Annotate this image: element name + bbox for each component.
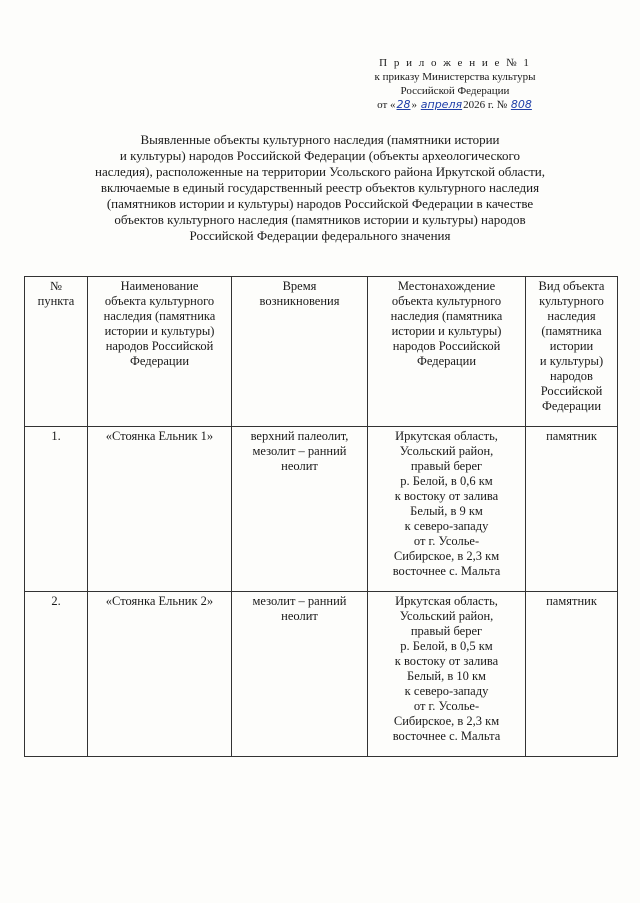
cell-text: наследия (памятника (103, 309, 216, 323)
appendix-ministry: Российской Федерации (400, 85, 510, 97)
heritage-table (24, 276, 618, 757)
cell-text: р. Белой, в 0,5 км (400, 639, 493, 653)
cell-text: к северо-западу (404, 519, 489, 533)
cell-text: объекта культурного (104, 294, 215, 308)
cell-text: Российской (540, 384, 603, 398)
cell-text: Вид объекта (538, 279, 605, 293)
cell-text: от г. Усолье- (413, 699, 480, 713)
cell-text: памятник (546, 594, 597, 608)
handwritten-day: 28 (396, 98, 411, 111)
cell-text: № (50, 279, 62, 293)
cell-text: народов (550, 369, 593, 383)
title-line: наследия), расположенные на территории Усольского района Иркутской области, (94, 164, 545, 179)
cell-text: Белый, в 9 км (410, 504, 483, 518)
cell-text: Время (282, 279, 317, 293)
cell-text: Сибирское, в 2,3 км (393, 549, 500, 563)
cell-text: наследия (547, 309, 596, 323)
date-prefix: от « (377, 99, 396, 111)
table-header-row (25, 277, 618, 427)
cell-name (88, 592, 232, 757)
appendix-date-line (330, 98, 580, 112)
handwritten-number: 808 (510, 98, 532, 111)
table-row (25, 592, 618, 757)
cell-text: Наименование (120, 279, 199, 293)
title-line: и культуры) народов Российской Федерации (объекты археологического (119, 148, 521, 163)
cell-text: к востоку от залива (394, 489, 499, 503)
cell-text: к северо-западу (404, 684, 489, 698)
cell-name (88, 427, 232, 592)
cell-type (526, 592, 618, 757)
cell-period (232, 592, 368, 757)
document-title (70, 132, 570, 244)
cell-text: восточнее с. Мальта (392, 729, 501, 743)
header-location (368, 277, 526, 427)
title-line: (памятников истории и культуры) народов Российской Федерации в качестве (106, 196, 534, 211)
cell-text: объекта культурного (391, 294, 502, 308)
date-mid: » (411, 99, 418, 111)
cell-period (232, 427, 368, 592)
cell-text: правый берег (410, 624, 483, 638)
cell-text: истории и культуры) (104, 324, 215, 338)
cell-text: Усольский район, (399, 609, 494, 623)
cell-text: народов Российской (105, 339, 214, 353)
table-row (25, 427, 618, 592)
appendix-order-ref: к приказу Министерства культуры (374, 71, 536, 83)
cell-text: р. Белой, в 0,6 км (400, 474, 493, 488)
cell-text: к востоку от залива (394, 654, 499, 668)
cell-text: возникновения (259, 294, 340, 308)
header-type (526, 277, 618, 427)
cell-text: Иркутская область, (395, 429, 498, 443)
cell-number: 2. (25, 592, 88, 757)
cell-type (526, 427, 618, 592)
cell-text: Местонахождение (397, 279, 496, 293)
title-line: объектов культурного наследия (памятников истории и культуры) народов (114, 212, 526, 227)
cell-text: Федерации (541, 399, 602, 413)
cell-location (368, 592, 526, 757)
cell-text: правый берег (410, 459, 483, 473)
cell-text: пункта (37, 294, 75, 308)
cell-text: верхний палеолит, (250, 429, 349, 443)
cell-text: истории (549, 339, 594, 353)
header-number (25, 277, 88, 427)
cell-text: неолит (281, 609, 318, 623)
cell-text: «Стоянка Ельник 2» (105, 594, 214, 608)
cell-text: Федерации (129, 354, 190, 368)
header-name (88, 277, 232, 427)
title-line: Российской Федерации федерального значения (189, 228, 451, 243)
date-year: 2026 г. № (463, 99, 508, 111)
appendix-label: П р и л о ж е н и е № 1 (379, 57, 531, 69)
cell-text: наследия (памятника (390, 309, 503, 323)
cell-text: культурного (539, 294, 604, 308)
cell-location (368, 427, 526, 592)
cell-text: мезолит – ранний (252, 444, 347, 458)
cell-number: 1. (25, 427, 88, 592)
handwritten-month: апреля (420, 98, 463, 111)
title-line: включаемые в единый государственный реестр объектов культурного наследия (100, 180, 540, 195)
cell-text: мезолит – ранний (252, 594, 347, 608)
cell-text: неолит (281, 459, 318, 473)
cell-text: Сибирское, в 2,3 км (393, 714, 500, 728)
cell-text: Федерации (416, 354, 477, 368)
cell-text: Иркутская область, (395, 594, 498, 608)
cell-text: Усольский район, (399, 444, 494, 458)
table-body (25, 427, 618, 757)
cell-text: (памятника (541, 324, 602, 338)
cell-text: и культуры) (539, 354, 604, 368)
title-line: Выявленные объекты культурного наследия (памятники истории (140, 132, 500, 147)
cell-text: памятник (546, 429, 597, 443)
cell-text: истории и культуры) (391, 324, 502, 338)
cell-text: Белый, в 10 км (407, 669, 486, 683)
cell-text: восточнее с. Мальта (392, 564, 501, 578)
cell-text: от г. Усолье- (413, 534, 480, 548)
header-period (232, 277, 368, 427)
cell-text: народов Российской (392, 339, 501, 353)
cell-text: «Стоянка Ельник 1» (105, 429, 214, 443)
appendix-header (330, 56, 580, 112)
